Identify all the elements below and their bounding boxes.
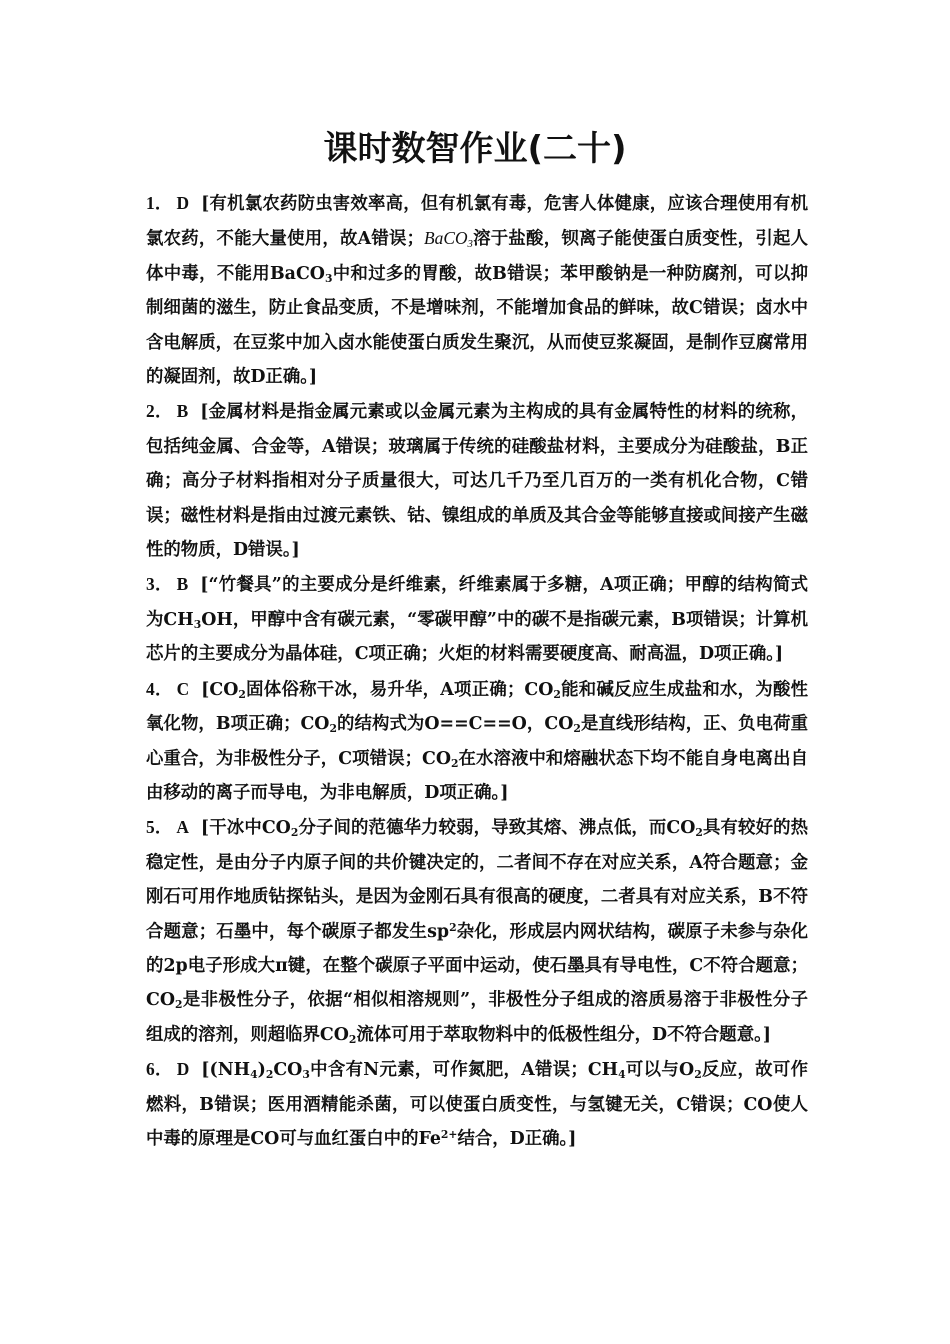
item-answer: B bbox=[176, 401, 189, 422]
item-number: 2． bbox=[146, 401, 173, 422]
answer-item-6 bbox=[146, 1052, 808, 1156]
answer-item-1 bbox=[146, 186, 808, 394]
superscript: 2 bbox=[449, 920, 457, 934]
subscript: 2 bbox=[695, 826, 703, 840]
explanation-text: 结合，D正确。] bbox=[457, 1128, 577, 1149]
explanation-text: 杂化，形成层内网状结构，碳原子未参与杂化的2p电子形成大π键，在整个碳原子平面中运动，使石墨具有导电性，C不符合题意；CO bbox=[146, 921, 808, 1011]
explanation-text: CO bbox=[273, 1060, 303, 1081]
explanation-text: 是直线形结构，正、负电荷重心重合，为非极性分子，C项错误；CO bbox=[146, 714, 808, 769]
explanation-text: 流体可用于萃取物料中的低极性组分，D不符合题意。] bbox=[356, 1024, 772, 1045]
explanation-text: 是非极性分子，依据“相似相溶规则”，非极性分子组成的溶质易溶于非极性分子组成的溶剂，则超临界CO bbox=[146, 990, 808, 1045]
explanation-text: [CO bbox=[201, 679, 239, 700]
item-answer: D bbox=[176, 193, 190, 213]
subscript: 2 bbox=[238, 687, 246, 701]
answer-item-2 bbox=[146, 394, 808, 567]
explanation-text: 中含有N元素，可作氮肥，A错误；CH bbox=[309, 1060, 619, 1081]
item-number: 4． bbox=[146, 678, 173, 699]
superscript: 2+ bbox=[440, 1128, 458, 1142]
explanation-text: ) bbox=[257, 1060, 266, 1081]
subscript: 2 bbox=[265, 1068, 274, 1082]
subscript: 3 bbox=[193, 618, 202, 632]
formula-baco3: BaCO$_3$ bbox=[424, 228, 473, 251]
item-number: 6． bbox=[146, 1059, 173, 1080]
explanation-text: [金属材料是指金属元素或以金属元素为主构成的具有金属特性的材料的统称，包括纯金属、合金等，A错误；玻璃属于传统的硅酸盐材料，主要成分为硅酸盐，B正确；高分子材料指相对分子质量很大，可达几千乃至几百万的一类有机化合物，C错误；磁性材料是指由过渡元素铁、钴、镍组成的单质及其合金等能够直接或间接产生磁性的物质，D错误。] bbox=[146, 402, 808, 561]
subscript: 2 bbox=[450, 756, 459, 770]
explanation-text: 固体俗称干冰，易升华，A项正确；CO bbox=[245, 679, 554, 700]
subscript: 2 bbox=[573, 722, 581, 736]
answer-list bbox=[146, 186, 808, 1156]
explanation-text: 在水溶液中和熔融状态下均不能自身电离出自由移动的离子而导电，为非电解质，D项正确。] bbox=[146, 748, 808, 803]
item-number: 5． bbox=[146, 817, 173, 838]
page-title: 课时数智作业(二十) bbox=[323, 129, 627, 169]
explanation-text: [(NH bbox=[201, 1060, 251, 1081]
explanation-text: OH，甲醇中含有碳元素，“零碳甲醇”中的碳不是指碳元素，B项错误；计算机芯片的主要成分为晶体硅，C项正确；火炬的材料需要硬度高、耐高温，D项正确。] bbox=[146, 609, 808, 665]
item-number: 3． bbox=[146, 574, 173, 595]
answer-item-3 bbox=[146, 567, 808, 671]
subscript: 3 bbox=[324, 272, 333, 286]
item-number: 1． bbox=[146, 193, 173, 213]
explanation-text: 溶于盐酸，钡离子能使蛋白质变性，引起人体中毒，不能用BaCO bbox=[146, 229, 808, 284]
explanation-text: 的结构式为O==C==O，CO bbox=[336, 714, 574, 735]
explanation-text: 能和碱反应生成盐和水，为酸性氧化物，B项正确；CO bbox=[146, 679, 808, 735]
item-answer: B bbox=[176, 574, 189, 595]
subscript: 4 bbox=[618, 1068, 626, 1082]
explanation-text: 分子间的范德华力较弱，导致其熔、沸点低，而CO bbox=[298, 818, 696, 839]
answer-item-4 bbox=[146, 672, 808, 811]
subscript: 2 bbox=[329, 722, 337, 736]
explanation-text: 中和过多的胃酸，故B错误；苯甲酸钠是一种防腐剂，可以抑制细菌的滋生，防止食品变质，不是增味剂，不能增加食品的鲜味，故C错误；卤水中含电解质，在豆浆中加入卤水能使蛋白质发生聚沉，从而使豆浆凝固，是制作豆腐常用的凝固剂，故D正确。] bbox=[146, 263, 808, 388]
subscript: 2 bbox=[694, 1068, 702, 1082]
subscript: 2 bbox=[553, 687, 561, 701]
explanation-text: [干冰中CO bbox=[200, 818, 291, 839]
explanation-text: [“竹餐具”的主要成分是纤维素，纤维素属于多糖，A项正确；甲醇的结构简式为CH bbox=[146, 575, 808, 630]
explanation-text: [有机氯农药防虫害效率高，但有机氯有毒，危害人体健康，应该合理使用有机氯农药，不能大量使用，故A错误； bbox=[146, 194, 809, 250]
subscript: 3 bbox=[302, 1068, 310, 1082]
subscript: 2 bbox=[348, 1032, 357, 1046]
subscript: 2 bbox=[175, 998, 183, 1012]
item-answer: A bbox=[176, 817, 189, 838]
item-answer: D bbox=[176, 1059, 190, 1080]
subscript: 4 bbox=[250, 1068, 258, 1082]
explanation-text: 具有较好的热稳定性，是由分子内原子间的共价键决定的，二者间不存在对应关系，A符合题意；金刚石可用作地质钻探钻头，是因为金刚石具有很高的硬度，二者具有对应关系，B不符合题意；石墨中，每个碳原子都发生sp bbox=[146, 818, 809, 942]
subscript: 2 bbox=[290, 826, 299, 840]
explanation-text: 反应，故可作燃料，B错误；医用酒精能杀菌，可以使蛋白质变性，与氢键无关，C错误；CO使人中毒的原理是CO可与血红蛋白中的Fe bbox=[146, 1060, 808, 1149]
answer-item-5 bbox=[146, 810, 808, 1052]
item-answer: C bbox=[176, 678, 190, 699]
explanation-text: 可以与O bbox=[625, 1060, 695, 1081]
